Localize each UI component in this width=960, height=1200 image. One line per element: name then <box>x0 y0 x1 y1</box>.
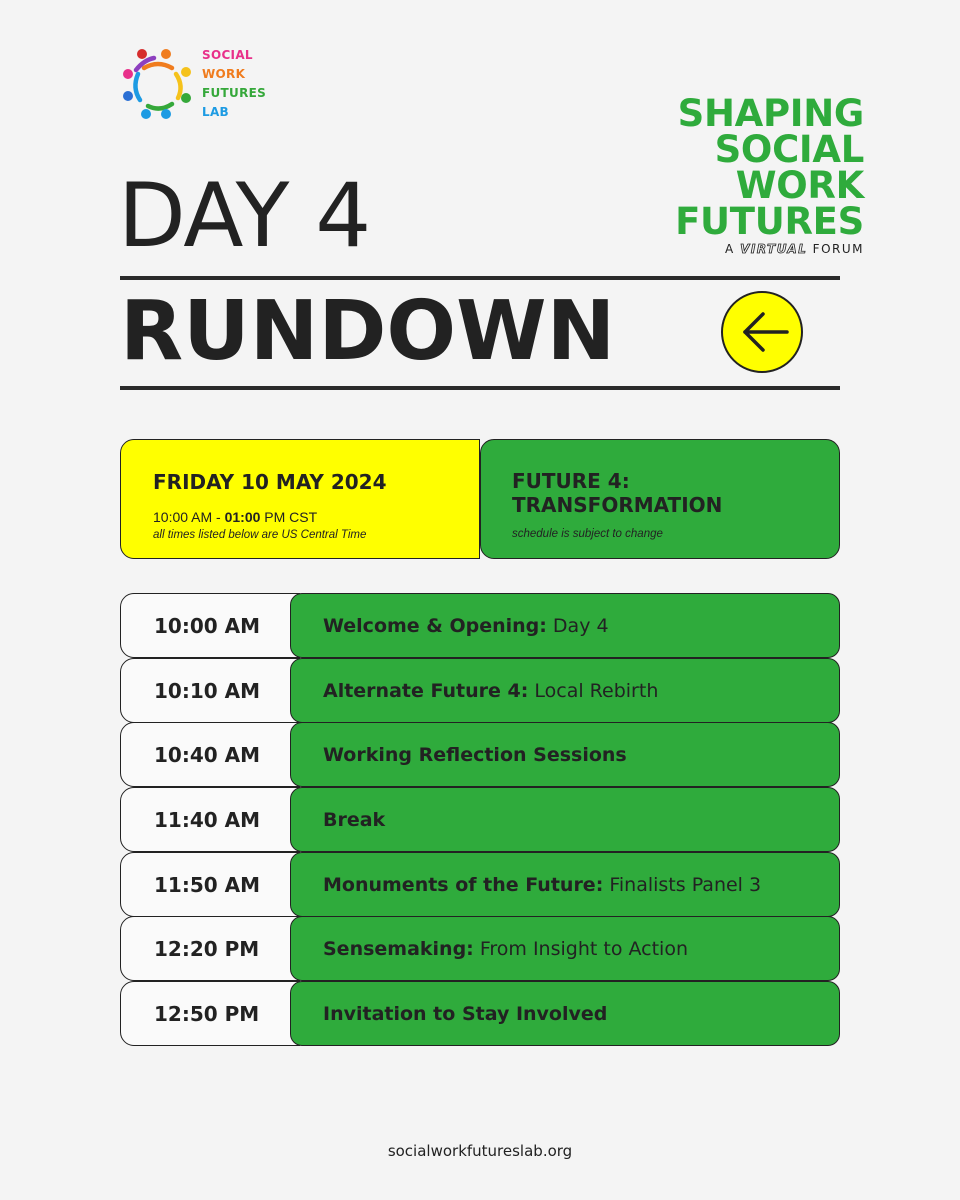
schedule-row <box>120 593 840 658</box>
event-title: Invitation to Stay Involved <box>323 1002 608 1025</box>
forum-title-block <box>675 92 864 256</box>
event-detail: Local Rebirth <box>528 679 659 702</box>
brand-logo <box>120 46 280 124</box>
forum-title-line: FUTURES <box>675 200 864 243</box>
schedule-row <box>120 658 840 723</box>
event-time-range <box>153 509 317 525</box>
forum-subtitle <box>675 242 864 256</box>
logo-line-work: WORK <box>202 67 246 81</box>
schedule-event <box>290 593 840 658</box>
event-detail: Day 4 <box>546 614 609 637</box>
logo-line-futures: FUTURES <box>202 86 267 100</box>
schedule-time: 11:40 AM <box>120 787 300 852</box>
schedule-event <box>290 722 840 787</box>
forum-title-line: SOCIAL <box>714 128 864 171</box>
future-info-box <box>480 439 840 559</box>
event-detail: Finalists Panel 3 <box>603 873 762 896</box>
event-title: Working Reflection Sessions <box>323 743 627 766</box>
forum-title-line: WORK <box>735 164 864 207</box>
divider-bottom <box>120 386 840 390</box>
back-arrow-button[interactable] <box>721 291 803 373</box>
day-heading: DAY 4 <box>118 164 371 267</box>
schedule-event <box>290 981 840 1046</box>
event-date: FRIDAY 10 MAY 2024 <box>153 470 387 494</box>
schedule-time: 12:50 PM <box>120 981 300 1046</box>
future-theme-line: FUTURE 4: <box>512 469 630 493</box>
time-end-suffix: PM CST <box>260 509 318 525</box>
footer-url[interactable]: socialworkfutureslab.org <box>387 1142 573 1160</box>
event-title: Monuments of the Future: <box>323 873 604 896</box>
event-title: Sensemaking: <box>323 937 474 960</box>
forum-title-line: SHAPING <box>677 92 864 135</box>
event-title: Break <box>323 808 386 831</box>
forum-subtitle-pre: A <box>725 242 741 256</box>
schedule-row <box>120 981 840 1046</box>
logo-line-lab: LAB <box>202 105 229 119</box>
schedule-row <box>120 916 840 981</box>
brand-logo-text <box>202 46 266 122</box>
time-start: 10:00 AM - <box>153 509 225 525</box>
page-title: RUNDOWN <box>120 284 616 379</box>
schedule-event <box>290 852 840 917</box>
schedule-time: 12:20 PM <box>120 916 300 981</box>
schedule-event <box>290 787 840 852</box>
time-end: 01:00 <box>224 509 261 525</box>
people-circle-logo-icon <box>120 46 196 122</box>
event-detail: From Insight to Action <box>473 937 688 960</box>
forum-subtitle-post: FORUM <box>807 242 864 256</box>
event-title: Alternate Future 4: <box>323 679 529 702</box>
future-theme-line: TRANSFORMATION <box>512 493 723 517</box>
schedule-time: 10:40 AM <box>120 722 300 787</box>
timezone-note: all times listed below are US Central Time <box>153 529 367 541</box>
date-info-box <box>120 439 480 559</box>
schedule-event <box>290 658 840 723</box>
forum-title <box>675 92 864 243</box>
schedule-event <box>290 916 840 981</box>
schedule-time: 10:00 AM <box>120 593 300 658</box>
schedule-time: 10:10 AM <box>120 658 300 723</box>
schedule-note: schedule is subject to change <box>512 528 663 540</box>
schedule-row <box>120 787 840 852</box>
schedule-time: 11:50 AM <box>120 852 300 917</box>
logo-line-social: SOCIAL <box>202 48 253 62</box>
future-theme <box>512 469 722 517</box>
schedule-row <box>120 722 840 787</box>
forum-subtitle-virtual: VIRTUAL <box>740 242 808 256</box>
arrow-left-icon <box>723 293 805 375</box>
event-title: Welcome & Opening: <box>323 614 547 637</box>
schedule-row <box>120 852 840 917</box>
